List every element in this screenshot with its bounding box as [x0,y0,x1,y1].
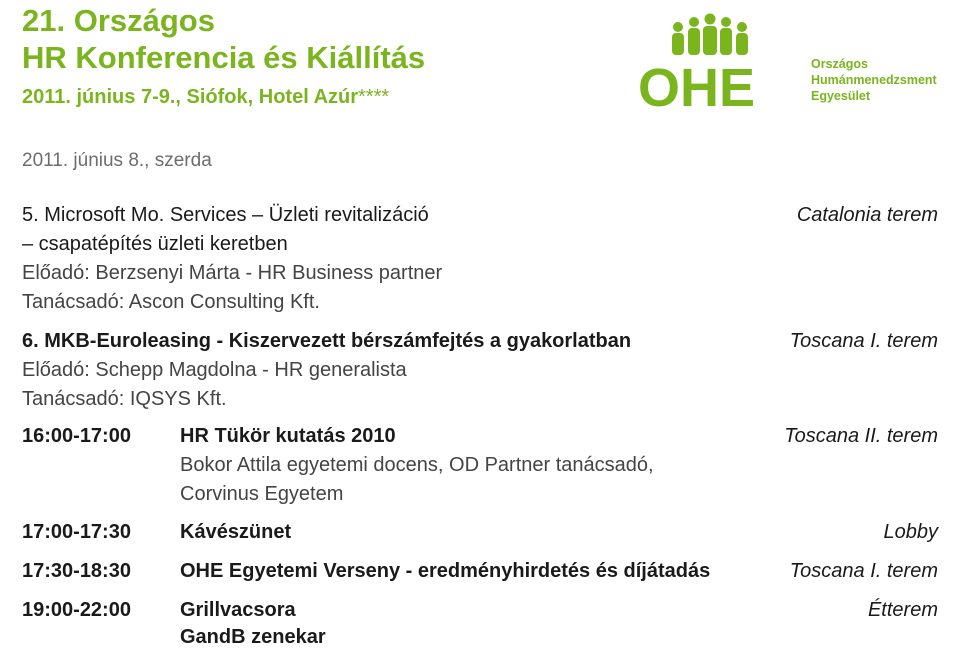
logo-line-2: Humánmenedzsment [811,73,937,87]
schedule-title: Kávészünet [180,521,292,543]
logo-line-3: Egyesület [811,89,871,103]
schedule-title: HR Tükör kutatás 2010 [180,425,396,447]
schedule-detail: GandB zenekar [180,626,326,648]
session6-title: 6. MKB-Euroleasing - Kiszervezett bérszámfejtés a gyakorlatban [22,330,632,352]
event-subtitle [22,86,389,109]
schedule-room: Lobby [883,521,938,543]
people-icon [672,14,748,56]
session5-room: Catalonia terem [796,204,938,226]
schedule-detail: Bokor Attila egyetemi docens, OD Partner tanácsadó, [180,454,654,476]
logo-acronym: OHE [638,58,756,118]
schedule-time: 17:00-17:30 [22,521,131,543]
ohe-logo [636,10,946,120]
session6-room: Toscana I. terem [789,330,938,352]
session6-consultant: Tanácsadó: IQSYS Kft. [22,388,227,410]
schedule-room: Toscana I. terem [789,560,938,582]
schedule-time: 17:30-18:30 [22,560,131,582]
schedule-time: 19:00-22:00 [22,599,131,621]
day-heading: 2011. június 8., szerda [22,150,212,171]
logo-line-1: Országos [811,57,868,71]
session5-consultant: Tanácsadó: Ascon Consulting Kft. [22,291,320,313]
schedule-room: Étterem [867,599,938,621]
subtitle-text: 2011. június 7-9., Siófok, Hotel Azúr [22,86,359,108]
schedule-title: Grillvacsora [180,599,296,621]
schedule-detail: Corvinus Egyetem [180,483,344,505]
title-line-2: HR Konferencia és Kiállítás [22,40,426,75]
hotel-stars: **** [358,86,390,108]
session5-title-1: 5. Microsoft Mo. Services – Üzleti revitalizáció [22,204,429,226]
session5-title-2: – csapatépítés üzleti keretben [22,233,288,255]
title-line-1: 21. Országos [22,3,215,38]
session5-speaker: Előadó: Berzsenyi Márta - HR Business partner [22,262,443,284]
session6-speaker: Előadó: Schepp Magdolna - HR generalista [22,359,407,381]
schedule-title: OHE Egyetemi Verseny - eredményhirdetés és díjátadás [180,560,711,582]
schedule-time: 16:00-17:00 [22,425,131,447]
ohe-logo-graphic [636,10,946,120]
schedule-room: Toscana II. terem [784,425,938,447]
